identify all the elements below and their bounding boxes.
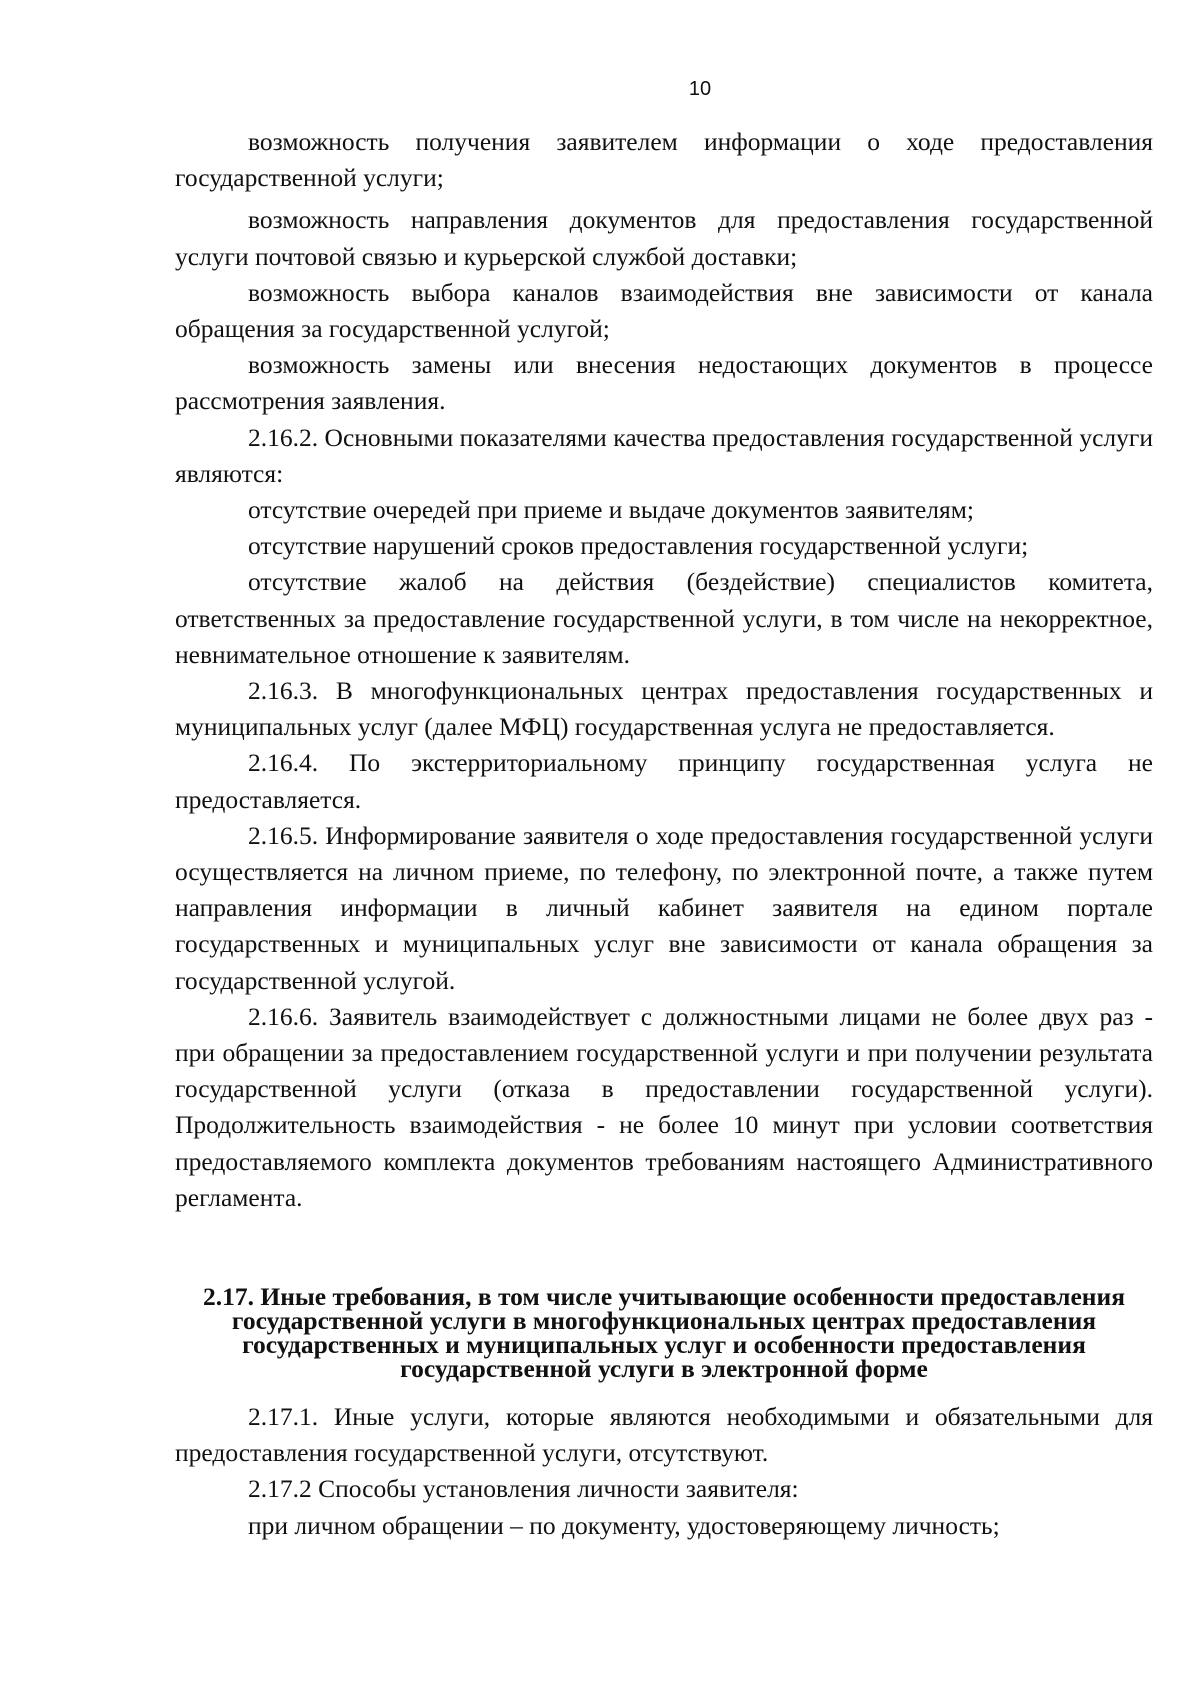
paragraph: 2.17.1. Иные услуги, которые являются необходимыми и обязательными для предоставления государственной услуги, отсутствуют. <box>175 1402 1153 1468</box>
paragraph: 2.16.2. Основными показателями качества предоставления государственной услуги являются: <box>175 422 1153 488</box>
paragraph: 2.17.2 Способы установления личности заявителя: <box>248 1474 799 1504</box>
paragraph: 2.16.4. По экстерриториальному принципу государственная услуга не предоставляется. <box>175 748 1153 814</box>
document-body <box>175 124 1153 1216</box>
paragraph: 2.16.5. Информирование заявителя о ходе предоставления государственной услуги осуществляется на личном приеме, по телефону, по электронной почте, а также путем направления информации в личный кабинет заявителя на едином портале государственных и муниципальных услуг вне зависимости от канала обращения за государственной услугой. <box>175 820 1153 995</box>
paragraph: возможность направления документов для предоставления государственной услуги почтовой связью и курьерской службой доставки; <box>175 205 1153 271</box>
paragraph: возможность получения заявителем информации о ходе предоставления государственной услуги; <box>175 127 1153 193</box>
page-number: 10 <box>688 78 712 100</box>
paragraph: отсутствие жалоб на действия (бездействие) специалистов комитета, ответственных за предоставление государственной услуги, в том числе на некорректное, невнимательное отношение к заявителям. <box>175 567 1153 669</box>
document-body-continued <box>175 1399 1153 1544</box>
paragraph: 2.16.6. Заявитель взаимодействует с должностными лицами не более двух раз - при обращении за предоставлением государственной услуги и при получении результата государственной услуги (отказа в предоставлении государственной услуги). Продолжительность взаимодействия - не более 10 минут при условии соответствия предоставляемого комплекта документов требованиям настоящего Административного регламента. <box>175 1001 1153 1212</box>
paragraph: при личном обращении – по документу, удостоверяющему личность; <box>248 1510 1000 1540</box>
paragraph: возможность замены или внесения недостающих документов в процессе рассмотрения заявления. <box>175 350 1153 416</box>
paragraph: 2.16.3. В многофункциональных центрах предоставления государственных и муниципальных услуг (далее МФЦ) государственная услуга не предоставляется. <box>175 676 1153 742</box>
paragraph: отсутствие очередей при приеме и выдаче документов заявителям; <box>248 495 974 525</box>
section-heading: 2.17. Иные требования, в том числе учитывающие особенности предоставления государственной услуги в многофункциональных центрах предоставления государственных и муниципальных услуг и особенности предоставления государственной услуги в электронной форме <box>203 1282 1125 1383</box>
paragraph: возможность выбора каналов взаимодействия вне зависимости от канала обращения за государственной услугой; <box>175 277 1153 344</box>
paragraph: отсутствие нарушений сроков предоставления государственной услуги; <box>248 531 1029 561</box>
